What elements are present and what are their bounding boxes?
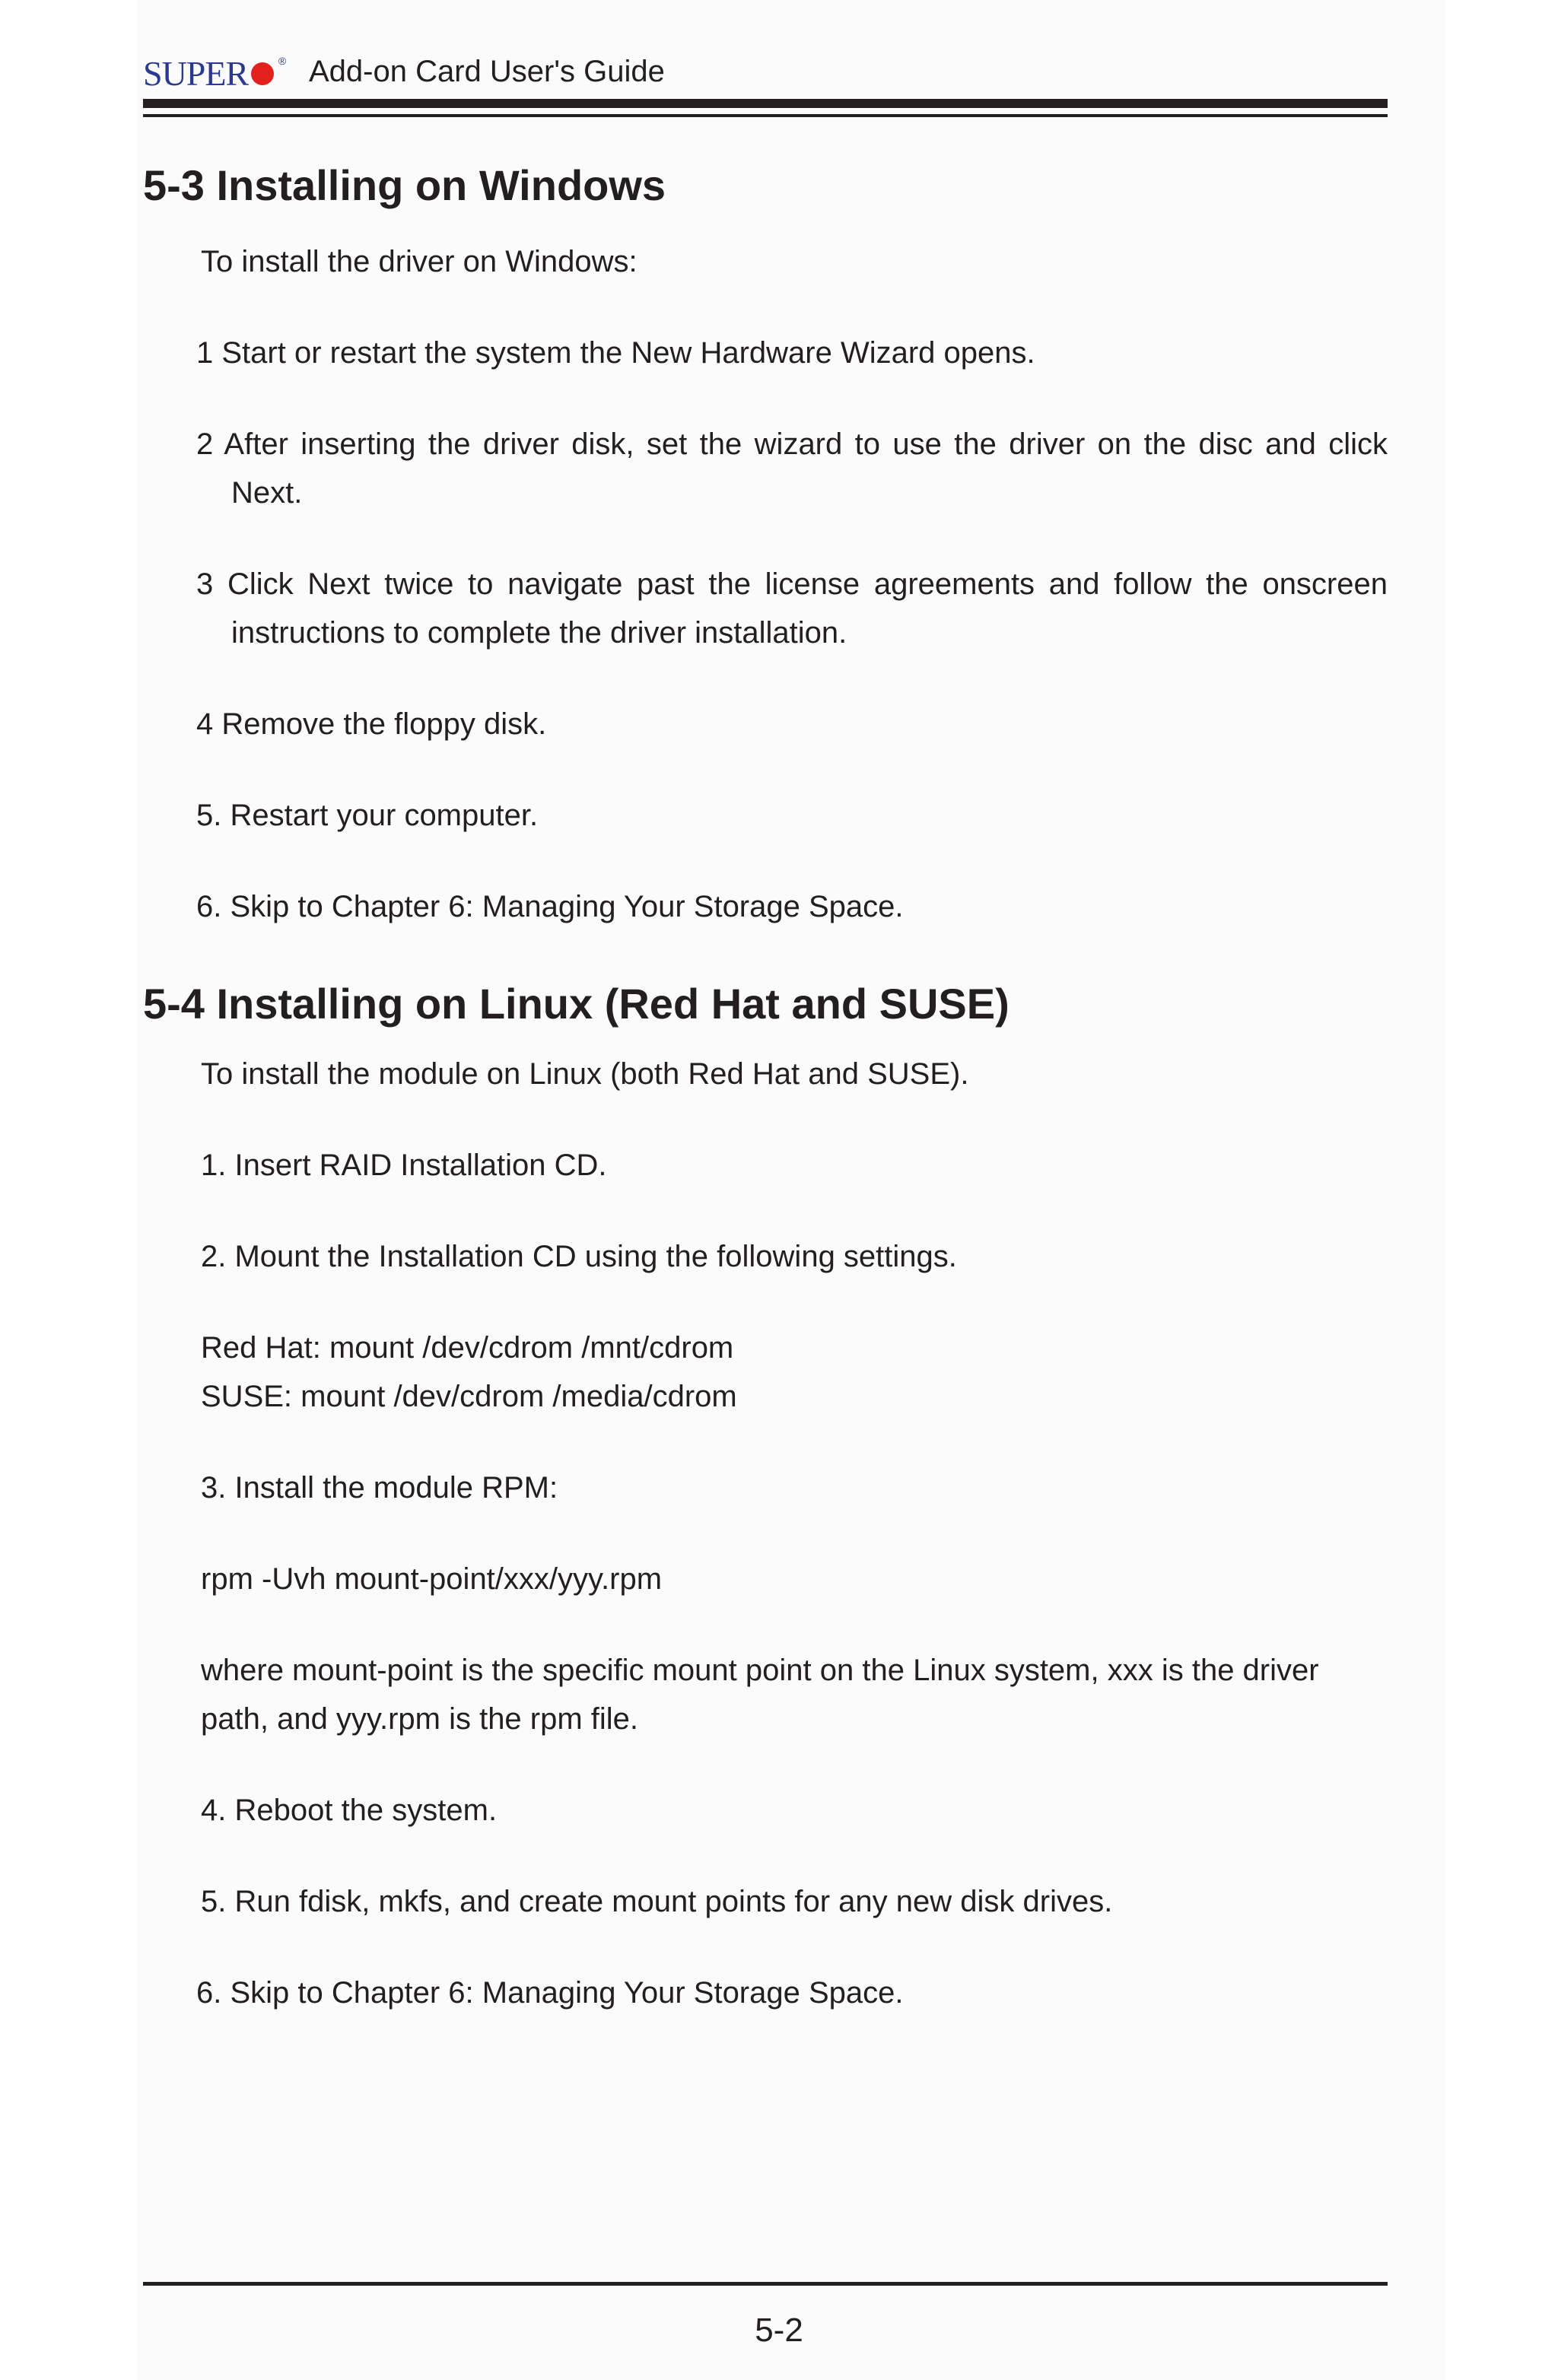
header-rule-thick [143,99,1388,108]
supermicro-logo [143,53,287,93]
linux-step-2: 2. Mount the Installation CD using the following settings. [201,1240,957,1273]
section-heading-5-4: 5-4 Installing on Linux (Red Hat and SUSE) [143,980,1010,1028]
rpm-command: rpm -Uvh mount-point/xxx/yyy.rpm [201,1562,663,1596]
logo-text: SUPER [143,54,249,93]
linux-step-1: 1. Insert RAID Installation CD. [201,1149,607,1182]
footer-rule [143,2282,1388,2286]
linux-step-3: 3. Install the module RPM: [201,1471,558,1505]
windows-step-1: 1 Start or restart the system the New Hardware Wizard opens. [196,336,1035,370]
windows-step-2: 2 After inserting the driver disk, set the wizard to use the driver on the disc and click Next. [196,427,1388,510]
windows-step-4: 4 Remove the floppy disk. [196,707,547,741]
header-title: Add-on Card User's Guide [309,55,665,88]
mount-suse: SUSE: mount /dev/cdrom /media/cdrom [201,1380,737,1413]
registered-mark: ® [278,55,287,67]
windows-step-6: 6. Skip to Chapter 6: Managing Your Storage Space. [196,890,904,923]
page-content [143,160,1388,2017]
windows-step-3: 3 Click Next twice to navigate past the license agreements and follow the onscreen instructions to complete the driver installation. [196,567,1388,650]
linux-step-5: 5. Run fdisk, mkfs, and create mount points for any new disk drives. [201,1885,1113,1918]
section-heading-5-3: 5-3 Installing on Windows [143,161,666,209]
linux-step-6: 6. Skip to Chapter 6: Managing Your Storage Space. [196,1976,904,2010]
section-5-4-intro: To install the module on Linux (both Red Hat and SUSE). [201,1057,969,1091]
page-header [143,49,1388,94]
header-rule-thin [143,114,1388,117]
rpm-explanation: where mount-point is the specific mount point on the Linux system, xxx is the driver path, and yyy.rpm is the rpm file. [201,1654,1319,1736]
mount-redhat: Red Hat: mount /dev/cdrom /mnt/cdrom [201,1331,734,1365]
section-5-3-intro: To install the driver on Windows: [201,245,638,278]
linux-step-4: 4. Reboot the system. [201,1794,498,1827]
logo-red-dot-icon [251,55,287,85]
windows-step-5: 5. Restart your computer. [196,799,539,832]
page-number: 5-2 [755,2312,803,2349]
